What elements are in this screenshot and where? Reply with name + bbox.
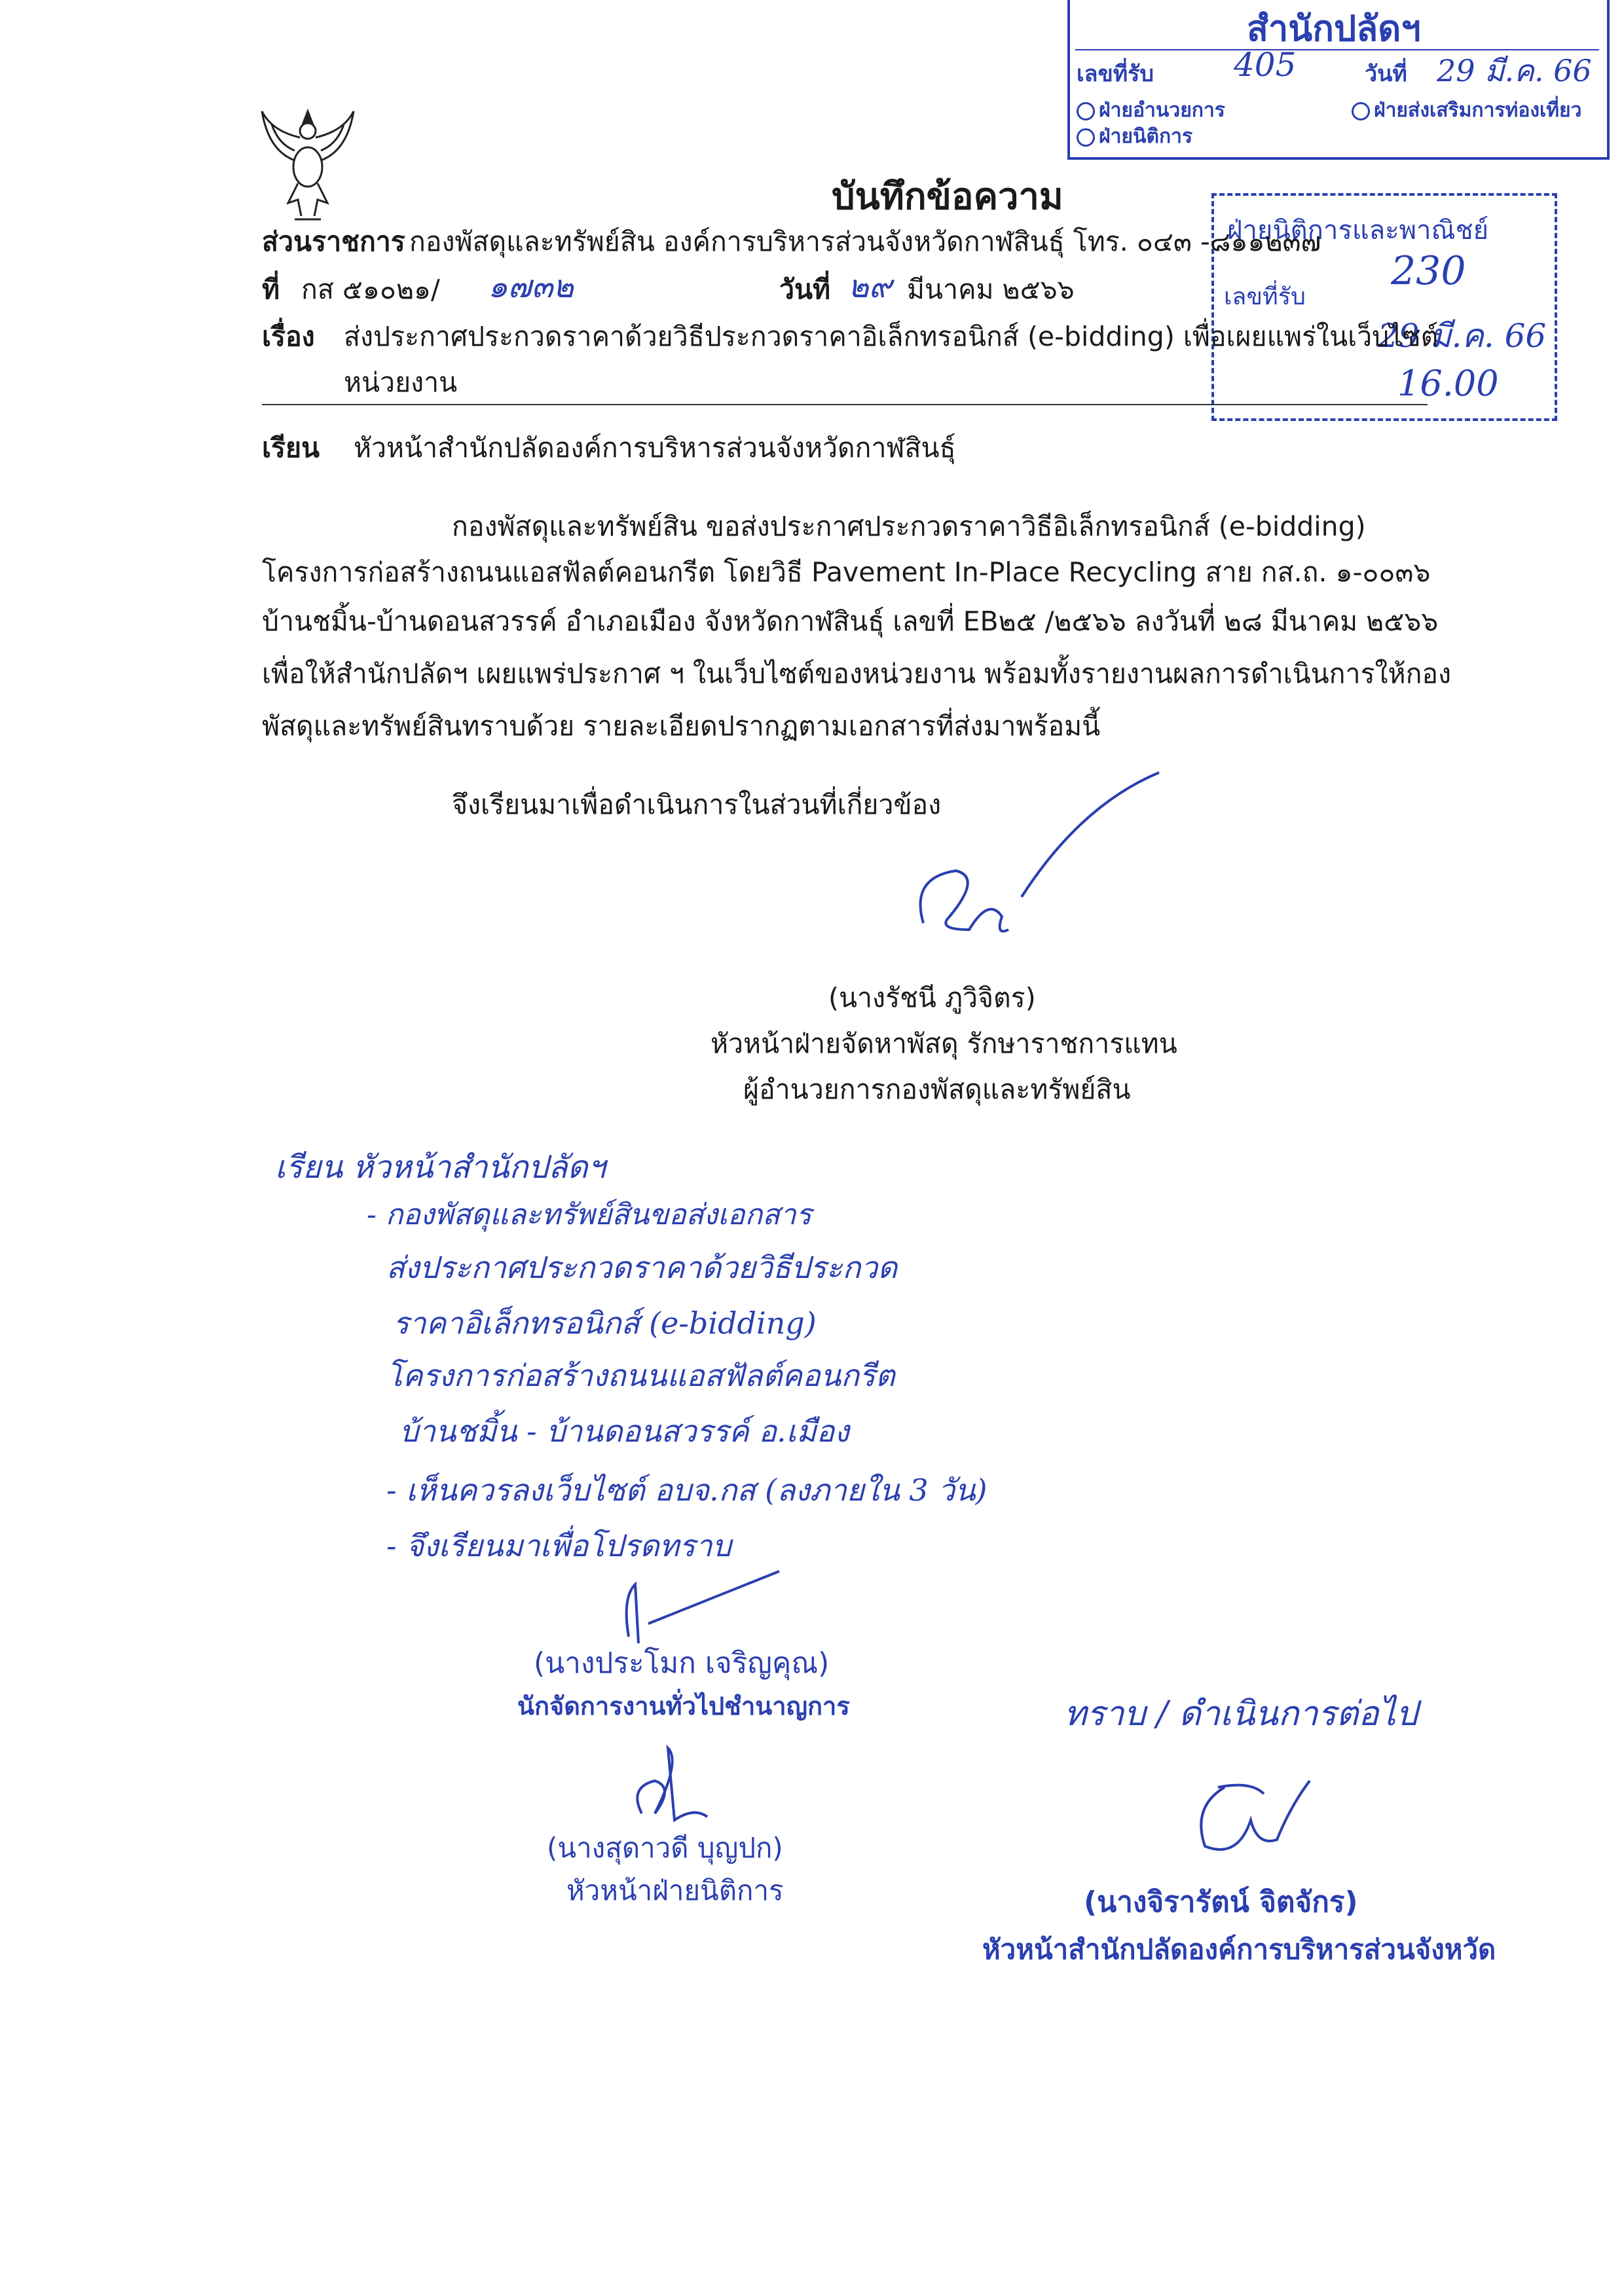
signer4-position: หัวหน้าสำนักปลัดองค์การบริหารส่วนจังหวัด bbox=[982, 1933, 1496, 1965]
page-title: บันทึกข้อความ bbox=[832, 175, 1063, 218]
stamp-date-label: วันที่ bbox=[1365, 61, 1407, 87]
to-label: เรียน bbox=[262, 432, 320, 464]
stamp-opt2-label: ฝ่ายส่งเสริมการท่องเที่ยว bbox=[1374, 99, 1582, 122]
approval-note: ทราบ / ดำเนินการต่อไป bbox=[1064, 1694, 1418, 1734]
stamp-office-title: สำนักปลัดฯ bbox=[1247, 8, 1421, 49]
date-handwritten: ๒๙ bbox=[848, 268, 892, 305]
to-value: หัวหน้าสำนักปลัดองค์การบริหารส่วนจังหวัดกาฬสินธุ์ bbox=[354, 432, 956, 464]
handwritten-note-line5: โครงการก่อสร้างถนนแอสฟัลต์คอนกรีต bbox=[386, 1358, 895, 1393]
handwritten-note-line6: บ้านชมิ้น - บ้านดอนสวรรค์ อ.เมือง bbox=[399, 1413, 849, 1449]
handwritten-note-line3: ส่งประกาศประกวดราคาด้วยวิธีประกวด bbox=[386, 1250, 898, 1285]
signature-4 bbox=[1179, 1768, 1349, 1872]
stamp-rcv-no: 405 bbox=[1234, 46, 1297, 84]
signer2-name: (นางประโมก เจริญคุณ) bbox=[534, 1647, 830, 1680]
ref-handwritten: ๑๗๓๒ bbox=[488, 268, 574, 305]
stamp-rcv-label: เลขที่รับ bbox=[1077, 61, 1154, 87]
stamp-date-val: 29 มี.ค. 66 bbox=[1437, 53, 1592, 88]
received-stamp-office bbox=[1067, 0, 1610, 160]
handwritten-note-line7: - เห็นควรลงเว็บไซต์ อบจ.กส (ลงภายใน 3 วัน) bbox=[386, 1472, 987, 1508]
signature-3 bbox=[616, 1741, 747, 1833]
date-label: วันที่ bbox=[779, 274, 831, 305]
stamp2-no: 230 bbox=[1391, 248, 1466, 294]
signer3-position: หัวหน้าฝ่ายนิติการ bbox=[566, 1874, 784, 1906]
agency-value: กองพัสดุและทรัพย์สิน องค์การบริหารส่วนจังหวัดกาฬสินธุ์ โทร. ๐๔๓ -๘๑๑๒๓๗ bbox=[409, 226, 1321, 257]
body-paragraph-line2: โครงการก่อสร้างถนนแอสฟัลต์คอนกรีต โดยวิธี Pavement In-Place Recycling สาย กส.ถ. ๑-๐๐๓๖ bbox=[262, 556, 1431, 588]
stamp2-time: 16.00 bbox=[1397, 363, 1499, 404]
closing-line: จึงเรียนมาเพื่อดำเนินการในส่วนที่เกี่ยวข้อง bbox=[452, 789, 942, 820]
checkbox-circle-icon bbox=[1077, 128, 1095, 147]
signer4-name: (นางจิรารัตน์ จิตจักร) bbox=[1084, 1886, 1358, 1919]
stamp-opt3-label: ฝ่ายนิติการ bbox=[1099, 125, 1193, 148]
subject-label: เรื่อง bbox=[262, 321, 315, 352]
stamp2-dept: ฝ่ายนิติการและพาณิชย์ bbox=[1227, 215, 1489, 246]
signature-1 bbox=[884, 766, 1179, 962]
stamp-opt1-label: ฝ่ายอำนวยการ bbox=[1099, 99, 1225, 122]
agency-label: ส่วนราชการ bbox=[262, 226, 405, 257]
handwritten-note-line8: - จึงเรียนมาเพื่อโปรดทราบ bbox=[386, 1528, 731, 1563]
handwritten-note-line2: - กองพัสดุและทรัพย์สินขอส่งเอกสาร bbox=[367, 1198, 812, 1231]
signer2-position: นักจัดการงานทั่วไปชำนาญการ bbox=[517, 1692, 850, 1721]
body-paragraph-line5: พัสดุและทรัพย์สินทราบด้วย รายละเอียดปรากฏตามเอกสารที่ส่งมาพร้อมนี้ bbox=[262, 710, 1101, 742]
checkbox-circle-icon bbox=[1077, 102, 1095, 120]
ref-label: ที่ bbox=[262, 274, 280, 305]
stamp-opt3 bbox=[1077, 121, 1192, 152]
subject-line1: ส่งประกาศประกวดราคาด้วยวิธีประกวดราคาอิเล็กทรอนิกส์ (e-bidding) เพื่อเผยแพร่ในเว็บไซต์ bbox=[344, 321, 1439, 352]
signer1-position1: หัวหน้าฝ่ายจัดหาพัสดุ รักษาราชการแทน bbox=[710, 1028, 1177, 1059]
date-rest: มีนาคม ๒๕๖๖ bbox=[907, 274, 1075, 305]
body-paragraph-line3: บ้านชมิ้น-บ้านดอนสวรรค์ อำเภอเมือง จังหวัดกาฬสินธุ์ เลขที่ EB๒๕ /๒๕๖๖ ลงวันที่ ๒๘ มีนาคม ๒๕๖๖ bbox=[262, 606, 1439, 637]
stamp-opt2 bbox=[1352, 95, 1581, 126]
signer1-position2: ผู้อำนวยการกองพัสดุและทรัพย์สิน bbox=[743, 1074, 1131, 1105]
body-paragraph-line4: เพื่อให้สำนักปลัดฯ เผยแพร่ประกาศ ฯ ในเว็บไซต์ของหน่วยงาน พร้อมทั้งรายงานผลการดำเนินการให้กอง bbox=[262, 658, 1452, 689]
stamp2-date: 29 มี.ค. 66 bbox=[1378, 317, 1547, 355]
header-divider bbox=[262, 404, 1428, 405]
signer1-name: (นางรัชนี ภูวิจิตร) bbox=[828, 982, 1036, 1013]
handwritten-note-line4: ราคาอิเล็กทรอนิกส์ (e-bidding) bbox=[393, 1305, 817, 1341]
body-paragraph-line1: กองพัสดุและทรัพย์สิน ขอส่งประกาศประกวดราคาวิธีอิเล็กทรอนิกส์ (e-bidding) bbox=[452, 511, 1366, 542]
stamp2-no-label: เลขที่รับ bbox=[1224, 283, 1306, 310]
checkbox-circle-icon bbox=[1352, 102, 1370, 120]
handwritten-note-line1: เรียน หัวหน้าสำนักปลัดฯ bbox=[275, 1149, 606, 1186]
signer3-name: (นางสุดาวดี บุญปก) bbox=[547, 1832, 783, 1864]
subject-line2: หน่วยงาน bbox=[344, 367, 458, 398]
signature-2 bbox=[563, 1558, 825, 1650]
garuda-emblem-icon bbox=[259, 105, 357, 223]
ref-value: กส ๕๑๐๒๑/ bbox=[301, 274, 440, 305]
